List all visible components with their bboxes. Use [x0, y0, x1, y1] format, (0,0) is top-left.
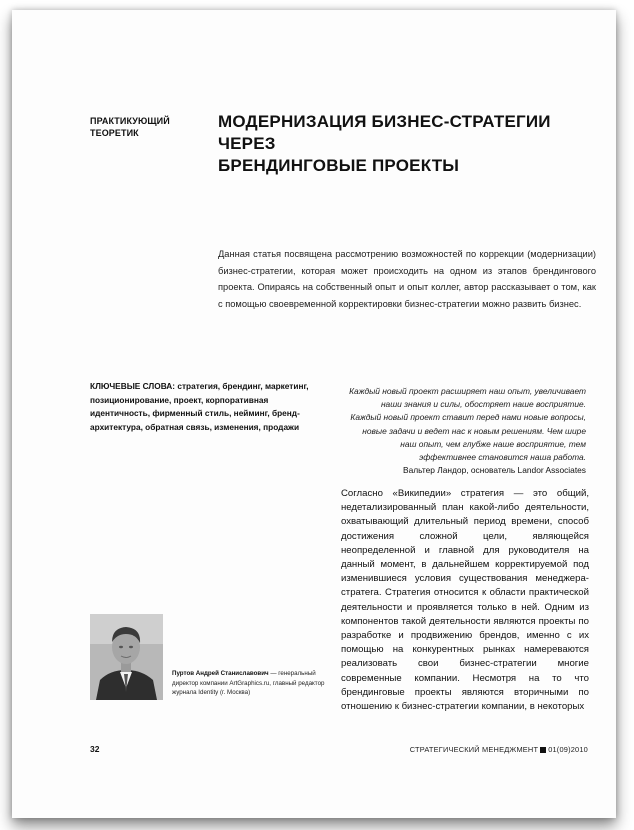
author-photo [90, 614, 163, 700]
author-info [172, 669, 336, 698]
keywords-label: КЛЮЧЕВЫЕ СЛОВА: [90, 381, 176, 391]
title-line-2: БРЕНДИНГОВЫЕ ПРОЕКТЫ [218, 156, 460, 175]
square-bullet-icon [540, 747, 546, 753]
epigraph-author: Вальтер Ландор, основатель Landor Associates [403, 465, 586, 475]
page-number: 32 [90, 744, 100, 754]
article-body: Согласно «Википедии» стратегия — это общий, недетализированный план какой-либо деятельности, охватывающий длительный период времени, способ достижения сложной цели, являющейся неопределенной и главной для руководителя на данный момент, в дальнейшем корректируемой под изменившиеся условия существования менеджера-стратега. Стратегия относится к области практической деятельности и проявляется только в ней. Одним из компонентов такой деятельности являются проекты по разработке и продвижению брендов, именно с их помощью на конкурентных рынках намереваются реализовать свои бизнес-стратегии многие современные компании. Несмотря на то что брендинговые проекты являются вторичными по отношению к бизнес-стратегии компании, в некоторых [341, 488, 589, 713]
author-bio: — генеральный директор компании ArtGraphics.ru, главный редактор журнала Identity (г. Москва) [172, 670, 325, 696]
journal-footer [392, 745, 588, 754]
article-abstract: Данная статья посвящена рассмотрению возможностей по коррекции (модернизации) бизнес-стратегии, которая может происходить на одном из этапов брендингового проекта. Опираясь на собственный опыт и опыт коллег, автор рассказывает о том, как с помощью своевременной корректировки бизнес-стратегии можно развить бизнес. [218, 249, 596, 309]
author-name: Пуртов Андрей Станиславович [172, 670, 269, 677]
journal-name: СТРАТЕГИЧЕСКИЙ МЕНЕДЖМЕНТ [409, 745, 539, 754]
keywords-block [90, 380, 330, 434]
title-line-1: МОДЕРНИЗАЦИЯ БИЗНЕС-СТРАТЕГИИ ЧЕРЕЗ [218, 112, 551, 153]
rubric-line-1: ПРАКТИКУЮЩИЙ [90, 116, 170, 126]
section-rubric [90, 115, 200, 139]
magazine-page [12, 10, 616, 818]
keywords-text: стратегия, брендинг, маркетинг, позиционирование, проект, корпоративная идентичность, фирменный стиль, нейминг, бренд-архитектура, обратная связь, изменения, продажи [90, 381, 309, 432]
article-title [218, 111, 598, 177]
rubric-line-2: ТЕОРЕТИК [90, 128, 139, 138]
journal-issue: 01(09)2010 [548, 745, 588, 754]
epigraph-quote: Каждый новый проект расширяет наш опыт, увеличивает наши знания и силы, обостряет наше восприятие. Каждый новый проект ставит перед нами новые вопросы, новые задачи и ведет нас к новым решениям. Чем шире наш опыт, чем глубже наше восприятие, тем эффективнее становится наша работа. [349, 386, 586, 463]
author-portrait-image [90, 614, 163, 700]
